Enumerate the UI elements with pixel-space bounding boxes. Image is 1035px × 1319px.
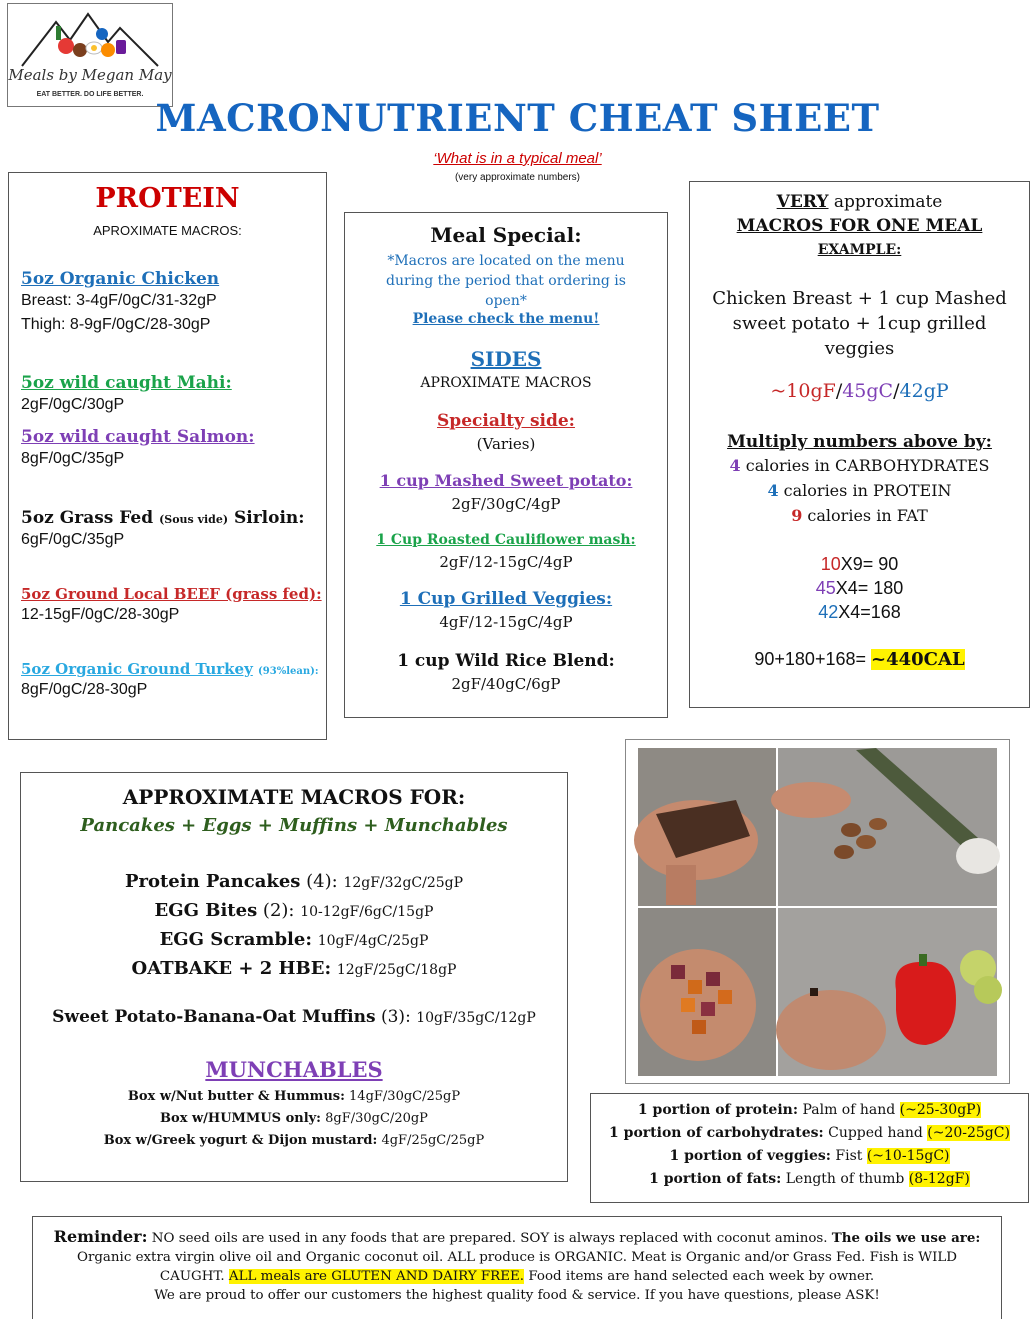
- side-name: 1 Cup Roasted Cauliflower mash:: [376, 532, 636, 548]
- example-meal: [690, 286, 1029, 361]
- portion-line: [591, 1148, 1028, 1164]
- example-meal-line: sweet potato + 1cup grilled: [732, 313, 987, 334]
- calc-rest: X4=168: [838, 602, 901, 622]
- meal-special-panel: [344, 212, 668, 718]
- example-very: VERY: [776, 192, 829, 212]
- protein-item-note: (93%lean):: [258, 666, 319, 677]
- protein-item-name: 5oz Grass Fed: [21, 508, 154, 528]
- calc-total-sum: 90+180+168=: [754, 649, 871, 669]
- calc-line: [690, 602, 1029, 623]
- portion-line: [591, 1171, 1028, 1187]
- example-macros: ~10gF/45gC/42gP: [770, 380, 949, 402]
- sides-subheading: APROXIMATE MACROS: [420, 375, 592, 391]
- breakfast-item-value: 10-12gF/6gC/15gP: [300, 904, 434, 920]
- meal-note-line: during the period that ordering is: [386, 273, 626, 289]
- portion-amount: (~10-15gC): [866, 1148, 950, 1164]
- page-subnote: (very approximate numbers): [454, 172, 581, 183]
- page-title: MACRONUTRIENT CHEAT SHEET: [155, 96, 880, 140]
- munch-item-name: Box w/Greek yogurt & Dijon mustard:: [103, 1133, 378, 1148]
- munch-item-value: 8gF/30gC/20gP: [321, 1111, 428, 1126]
- muffin-item: [21, 1007, 567, 1027]
- munch-item: [21, 1133, 567, 1148]
- example-heading: MACROS FOR ONE MEAL: [736, 216, 983, 236]
- portion-line: [591, 1125, 1028, 1141]
- breakfast-item-name: EGG Scramble:: [159, 929, 312, 950]
- protein-item: [21, 508, 305, 552]
- portion-text: Fist: [830, 1148, 867, 1164]
- breakfast-item-value: 10gF/4gC/25gP: [317, 933, 429, 949]
- portion-label: 1 portion of carbohydrates:: [609, 1125, 824, 1141]
- breakfast-heading: APPROXIMATE MACROS FOR:: [122, 785, 466, 809]
- calc-line: [690, 578, 1029, 599]
- protein-item-value: Breast: 3-4gF/0gC/31-32gP: [21, 292, 217, 309]
- hand-portions-photo-icon: [626, 740, 1009, 1083]
- example-title: [690, 192, 1029, 212]
- protein-item: [21, 660, 319, 702]
- example-carb: 45gC: [842, 380, 894, 402]
- breakfast-subheading: Pancakes + Eggs + Muffins + Munchables: [80, 815, 508, 836]
- check-menu-text: Please check the menu!: [412, 311, 600, 327]
- breakfast-item: [21, 929, 567, 950]
- rule-number: 9: [791, 506, 803, 525]
- portion-guide-panel: [590, 1093, 1029, 1203]
- protein-subheading: APROXIMATE MACROS:: [93, 223, 242, 238]
- protein-panel: [8, 172, 327, 740]
- logo-tagline: EAT BETTER. DO LIFE BETTER.: [36, 91, 144, 98]
- reminder-body: NO seed oils are used in any foods that are prepared. SOY is always replaced with coconut aminos.: [147, 1231, 832, 1246]
- example-fat: ~10gF: [770, 380, 836, 402]
- side-value: 2gF/30gC/4gP: [451, 495, 561, 513]
- rule-text: calories in FAT: [802, 506, 928, 525]
- portion-amount: (8-12gF): [908, 1171, 970, 1187]
- calc-total-result: ~440CAL: [871, 649, 965, 670]
- rule-line: [690, 506, 1029, 525]
- meal-note-line: *Macros are located on the menu: [387, 253, 625, 269]
- calc-number: 42: [818, 602, 839, 622]
- breakfast-item-count: (4):: [300, 871, 344, 892]
- reminder-panel: [32, 1216, 1002, 1319]
- muffin-item-value: 10gF/35gC/12gP: [416, 1010, 536, 1026]
- reminder-closing: We are proud to offer our customers the highest quality food & service. If you have questions, please ASK!: [154, 1288, 880, 1303]
- portion-amount: (~20-25gC): [927, 1125, 1010, 1141]
- reminder-body: Food items are hand selected each week by owner.: [524, 1269, 875, 1284]
- protein-item-name: 5oz Organic Ground Turkey: [21, 660, 253, 678]
- munch-item-name: Box w/HUMMUS only:: [160, 1111, 321, 1126]
- calc-total: [690, 649, 1029, 670]
- rule-number: 4: [729, 456, 741, 475]
- protein-item-name-tail: Sirloin:: [233, 508, 305, 528]
- breakfast-item: [21, 900, 567, 921]
- side-value: 2gF/12-15gC/4gP: [439, 553, 573, 571]
- breakfast-item-name: OATBAKE + 2 HBE:: [131, 958, 332, 979]
- calc-rest: X4= 180: [835, 578, 904, 598]
- logo-brand: Meals by Megan May: [8, 66, 172, 84]
- protein-item-value: 12-15gF/0gC/28-30gP: [21, 606, 180, 623]
- side-value: 4gF/12-15gC/4gP: [439, 613, 573, 631]
- example-subheading: EXAMPLE:: [817, 242, 902, 258]
- protein-item-value: 8gF/0gC/28-30gP: [21, 681, 148, 698]
- portion-label: 1 portion of fats:: [649, 1171, 782, 1187]
- example-meal-line: Chicken Breast + 1 cup Mashed: [712, 288, 1007, 309]
- breakfast-item-count: (2):: [257, 900, 301, 921]
- rule-line: [690, 481, 1029, 500]
- portion-label: 1 portion of protein:: [637, 1102, 798, 1118]
- meal-special-note: [345, 251, 667, 311]
- portion-label: 1 portion of veggies:: [669, 1148, 831, 1164]
- breakfast-item-name: EGG Bites: [154, 900, 258, 921]
- rule-number: 4: [767, 481, 779, 500]
- calc-rest: X9= 90: [840, 554, 899, 574]
- breakfast-item: [21, 958, 567, 979]
- breakfast-item-name: Protein Pancakes: [124, 871, 301, 892]
- breakfast-macros-panel: [20, 772, 568, 1182]
- example-approximate: approximate: [828, 192, 943, 212]
- multiply-heading: Multiply numbers above by:: [727, 432, 992, 452]
- example-protein: 42gP: [899, 380, 949, 402]
- protein-heading: PROTEIN: [95, 183, 240, 214]
- protein-item-value: 2gF/0gC/30gP: [21, 396, 125, 413]
- reminder-label: Reminder:: [53, 1227, 148, 1246]
- munch-item-value: 14gF/30gC/25gP: [344, 1089, 461, 1104]
- reminder-text: [51, 1227, 983, 1305]
- breakfast-item: [21, 871, 567, 892]
- side-name: 1 cup Mashed Sweet potato:: [379, 471, 633, 490]
- protein-item: [21, 427, 255, 471]
- munch-item-value: 4gF/25gC/25gP: [377, 1133, 485, 1148]
- munchables-heading: MUNCHABLES: [205, 1057, 383, 1082]
- portion-text: Length of thumb: [781, 1171, 909, 1187]
- side-name: 1 Cup Grilled Veggies:: [399, 589, 613, 609]
- munch-item: [21, 1089, 567, 1104]
- protein-item-note: (Sous vide): [159, 513, 229, 526]
- example-meal-line: veggies: [824, 338, 895, 359]
- rule-text: calories in PROTEIN: [778, 481, 952, 500]
- protein-item-value: 8gF/0gC/35gP: [21, 450, 125, 467]
- calc-number: 45: [815, 578, 836, 598]
- protein-item-value: Thigh: 8-9gF/0gC/28-30gP: [21, 316, 211, 333]
- breakfast-item-value: 12gF/32gC/25gP: [343, 875, 464, 891]
- page-subtitle: ‘What is in a typical meal’: [433, 150, 602, 167]
- meal-special-heading: Meal Special:: [430, 223, 582, 247]
- munch-item-name: Box w/Nut butter & Hummus:: [127, 1089, 345, 1104]
- portion-line: [591, 1102, 1028, 1118]
- calc-line: [690, 554, 1029, 575]
- reminder-body: Organic extra virgin olive oil and Organic coconut oil. ALL produce is ORGANIC. Meat is Organic and/or Grass Fed. Fish is WILD CAUGHT.: [76, 1250, 957, 1284]
- rule-line: [690, 456, 1029, 475]
- munch-item: [21, 1111, 567, 1126]
- breakfast-item-value: 12gF/25gC/18gP: [336, 962, 457, 978]
- reminder-highlight: ALL meals are GLUTEN AND DAIRY FREE.: [228, 1269, 525, 1284]
- reminder-oils-label: The oils we use are:: [831, 1230, 981, 1246]
- portion-photo: [625, 739, 1010, 1084]
- protein-item: [21, 269, 219, 337]
- sides-heading: SIDES: [470, 347, 542, 371]
- side-name: 1 cup Wild Rice Blend:: [397, 651, 615, 671]
- rule-text: calories in CARBOHYDRATES: [740, 456, 990, 475]
- specialty-side-value: (Varies): [476, 435, 536, 453]
- protein-item-name: 5oz wild caught Mahi:: [21, 373, 232, 393]
- protein-item: [21, 373, 232, 417]
- portion-amount: (~25-30gP): [899, 1102, 982, 1118]
- protein-item-name: 5oz Organic Chicken: [21, 269, 220, 289]
- protein-item-name: 5oz wild caught Salmon:: [21, 427, 255, 447]
- calc-number: 10: [820, 554, 841, 574]
- portion-text: Palm of hand: [798, 1102, 900, 1118]
- portion-text: Cupped hand: [823, 1125, 928, 1141]
- logo: [7, 3, 173, 107]
- specialty-side-label: Specialty side:: [437, 411, 575, 431]
- meal-note-line: open*: [485, 293, 527, 309]
- muffin-item-count: (3):: [375, 1007, 417, 1027]
- protein-item-name: 5oz Ground Local BEEF (grass fed):: [21, 585, 322, 603]
- protein-item: [21, 585, 322, 627]
- muffin-item-name: Sweet Potato-Banana-Oat Muffins: [52, 1007, 376, 1027]
- meal-example-panel: [689, 181, 1030, 708]
- side-value: 2gF/40gC/6gP: [451, 675, 561, 693]
- protein-item-value: 6gF/0gC/35gP: [21, 531, 125, 548]
